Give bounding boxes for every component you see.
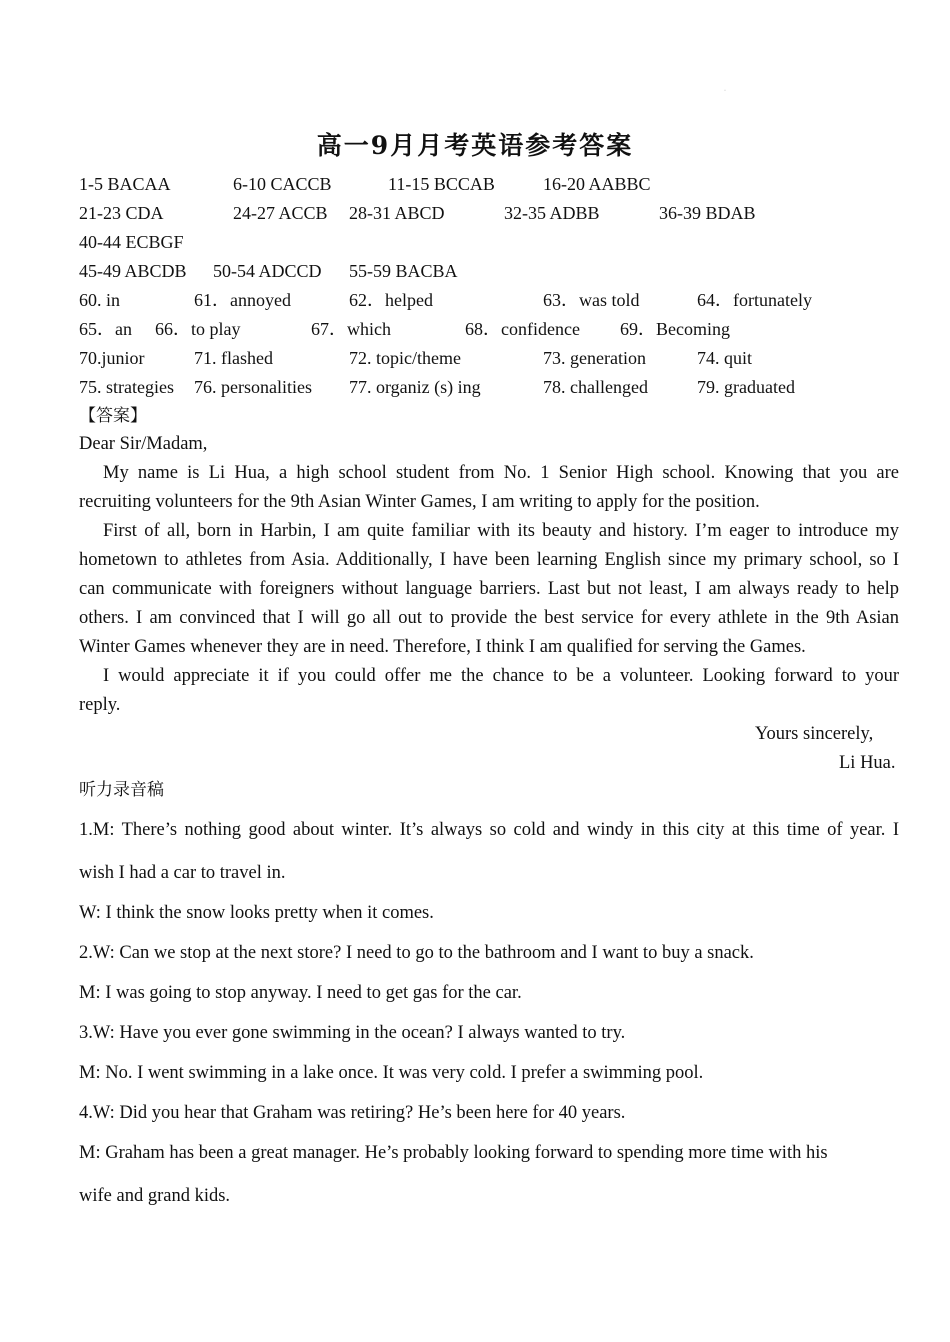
answer-item: 67．which [311,319,391,339]
answer-item: 66．to play [155,319,241,339]
answer-group: 16-20 AABBC [543,174,651,194]
letter-line: others. I am convinced that I will go all out to provide the best service for every athlete in the 9th Asian [79,608,899,628]
answer-group: 55-59 BACBA [349,261,458,281]
answer-group: 11-15 BCCAB [388,174,495,194]
letter-salutation: Dear Sir/Madam, [79,434,208,454]
answer-group: 6-10 CACCB [233,174,332,194]
answer-group: 1-5 BACAA [79,174,171,194]
transcript-line: wish I had a car to travel in. [79,863,286,883]
answer-group: 45-49 ABCDB [79,261,187,281]
answer-item: 73. generation [543,348,646,368]
answer-item: 70.junior [79,348,145,368]
answer-group: 32-35 ADBB [504,203,600,223]
answer-item: 75. strategies [79,377,174,397]
answer-group: 28-31 ABCD [349,203,445,223]
answer-item: 63．was told [543,290,640,310]
letter-line: I would appreciate it if you could offer me the chance to be a volunteer. Looking forward to your [103,666,899,686]
answer-item: 69．Becoming [620,319,730,339]
answer-group: 50-54 ADCCD [213,261,322,281]
answer-item: 76. personalities [194,377,312,397]
letter-line: Winter Games whenever they are in need. Therefore, I think I am qualified for serving the Games. [79,637,806,657]
letter-line: can communicate with foreigners without language barriers. Last but not least, I am always ready to help [79,579,899,599]
transcript-line: M: I was going to stop anyway. I need to get gas for the car. [79,983,522,1003]
answer-item: 60. in [79,290,121,310]
answer-group: 40-44 ECBGF [79,232,184,252]
page-title: 高一9月月考英语参考答案 [316,131,634,160]
transcript-line: M: Graham has been a great manager. He’s probably looking forward to spending more time with his [79,1143,828,1163]
answer-item: 79. graduated [697,377,795,397]
answer-item: 68．confidence [465,319,580,339]
answer-item: 74. quit [697,348,753,368]
answer-item: 77. organiz (s) ing [349,377,481,397]
scan-mark: · [724,88,726,94]
answer-item: 64．fortunately [697,290,812,310]
letter-line: recruiting volunteers for the 9th Asian Winter Games, I am writing to apply for the position. [79,492,760,512]
answer-item: 78. challenged [543,377,648,397]
transcript-line: M: No. I went swimming in a lake once. It was very cold. I prefer a swimming pool. [79,1063,704,1083]
letter-line: hometown to athletes from Asia. Additionally, I have been learning English since my primary school, so I [79,550,899,570]
answer-group: 24-27 ACCB [233,203,328,223]
transcript-line: 1.M: There’s nothing good about winter. It’s always so cold and windy in this city at this time of year. I [79,820,899,840]
transcript-line: 3.W: Have you ever gone swimming in the ocean? I always wanted to try. [79,1023,626,1043]
transcript-heading: 听力录音稿 [79,780,164,800]
answer-group: 36-39 BDAB [659,203,756,223]
transcript-line: wife and grand kids. [79,1186,231,1206]
answer-item: 61．annoyed [194,290,291,310]
letter-signature: Li Hua. [839,753,896,773]
answer-label: 【答案】 [79,406,147,426]
transcript-line: 2.W: Can we stop at the next store? I need to go to the bathroom and I want to buy a snack. [79,943,754,963]
answer-item: 71. flashed [194,348,273,368]
letter-line: reply. [79,695,121,715]
letter-closing: Yours sincerely, [755,724,874,744]
letter-line: My name is Li Hua, a high school student from No. 1 Senior High school. Knowing that you are [103,463,899,483]
letter-line: First of all, born in Harbin, I am quite familiar with its beauty and history. I’m eager to introduce my [103,521,899,541]
transcript-line: 4.W: Did you hear that Graham was retiring? He’s been here for 40 years. [79,1103,626,1123]
transcript-line: W: I think the snow looks pretty when it comes. [79,903,434,923]
answer-group: 21-23 CDA [79,203,164,223]
answer-item: 65．an [79,319,132,339]
answer-item: 62．helped [349,290,433,310]
answer-item: 72. topic/theme [349,348,461,368]
